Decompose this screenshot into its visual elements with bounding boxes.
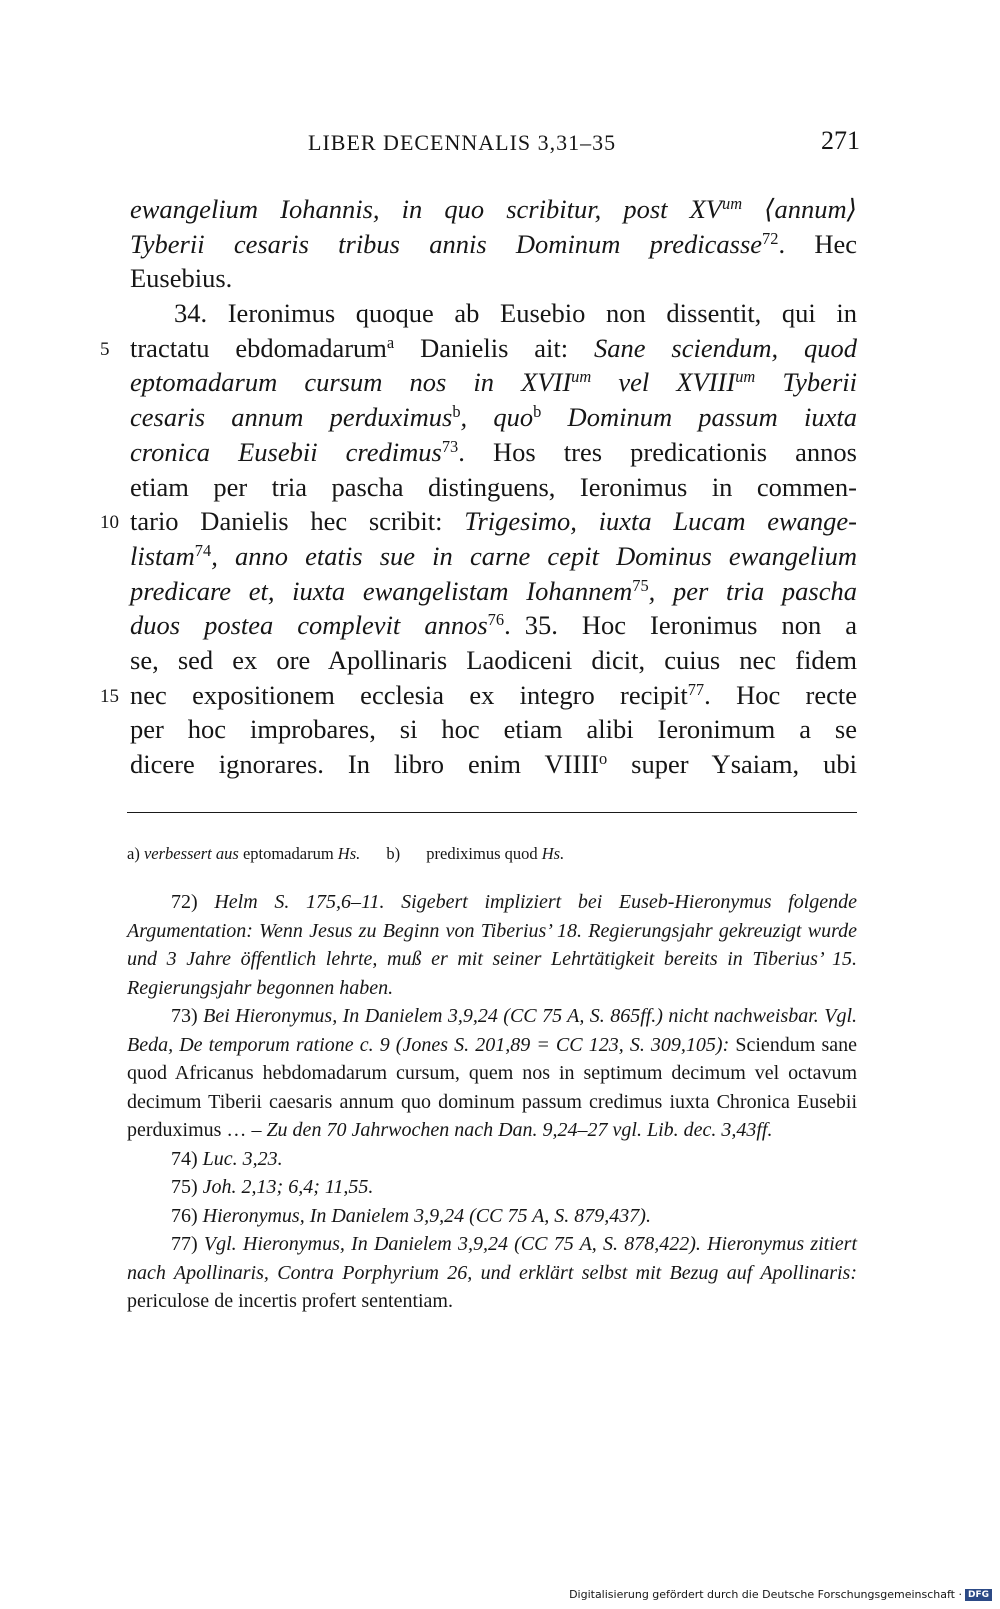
footnote-76: 76) Hieronymus, In Danielem 3,9,24 (CC 75 A, S. 879,437).	[171, 1204, 651, 1227]
footnote-73: 73) Bei Hieronymus, In Danielem 3,9,24 (CC 75 A, S. 865ff.) nicht nachweisbar. Vgl. Beda, De temporum ratione c. 9 (Jones S. 201,89 = CC 123, S. 309,105): Sciendum sane quod Africanus hebdomadarum cursum, quem nos in septimum decimum vel octavum decimum Tiberii caesaris annum quo dominum passum credimus iuxta Chronica Eusebii perduximus … – Zu den 70 Jahrwochen nach Dan. 9,24–27 vgl. Lib. dec. 3,43ff.	[127, 1005, 858, 1141]
text-line: cronica Eusebii credimus$^{73}$. Hos tres predicationis annos	[130, 436, 857, 467]
text-line: Eusebius.	[130, 263, 233, 294]
footnote-rule	[127, 812, 857, 813]
footnote-72: 72) Helm S. 175,6–11. Sigebert impliziert bei Euseb-Hieronymus folgende Argumentation: Wenn Jesus zu Beginn von Tiberius’ 18. Regierungsjahr gekreuzigt wurde und 3 Jahre öffentlich lehrte, muß er mit seiner Lehrtätigkeit bereits in Tiberius’ 15. Regierungsjahr begonnen haben.	[127, 891, 858, 999]
running-head	[130, 126, 860, 166]
text-line: dicere ignorares. In libro enim VIIII$^o$ super Ysaiam, ubi	[130, 748, 857, 779]
text-line: 10 tario Danielis hec scribit: Trigesimo, iuxta Lucam ewange-	[130, 504, 857, 539]
dfg-logo: DFG	[965, 1589, 992, 1601]
footnote-75: 75) Joh. 2,13; 6,4; 11,55.	[171, 1176, 374, 1198]
apparatus-entry-a: a) verbessert aus eptomadarum Hs.	[127, 844, 361, 863]
running-title: LIBER DECENNALIS 3,31–35	[308, 130, 617, 155]
text-line: predicare et, iuxta ewangelistam Iohannem$^{75}$, per tria pascha	[130, 575, 858, 606]
line-number: 5	[100, 338, 110, 360]
text-line: cesaris annum perduximus$^b$, quo$^b$ Dominum passum iuxta	[130, 402, 858, 433]
footnotes	[127, 888, 857, 1316]
line-number: 10	[100, 512, 119, 534]
main-text	[100, 192, 858, 782]
text-line: etiam per tria pascha distinguens, Ieronimus in commen-	[130, 471, 857, 502]
text-line: per hoc improbares, si hoc etiam alibi Ieronimum a se	[130, 714, 857, 745]
text-line: 34. Ieronimus quoque ab Eusebio non dissentit, qui in	[174, 298, 857, 329]
line-number: 15	[100, 685, 119, 707]
footnote-77: 77) Vgl. Hieronymus, In Danielem 3,9,24 (CC 75 A, S. 878,422). Hieronymus zitiert nach Apollinaris, Contra Porphyrium 26, und erklärt selbst mit Bezug auf Apollinaris: periculose de incertis profert sententiam.	[127, 1233, 857, 1312]
text-line: eptomadarum cursum nos in $XVII^{um}$ vel $XVIII^{um}$ Tyberii	[130, 367, 857, 398]
text-line: 15 nec expositionem ecclesia ex integro recipit$^{77}$. Hoc recte	[130, 678, 857, 713]
text-line: 5 tractatu ebdomadarum$^a$ Danielis ait: Sane sciendum, quod	[130, 331, 857, 366]
footnote-74: 74) Luc. 3,23.	[171, 1147, 283, 1170]
footer-text: Digitalisierung gefördert durch die Deutsche Forschungsgemeinschaft ·	[569, 1588, 962, 1601]
page-number: 271	[821, 126, 860, 155]
text-line: se, sed ex ore Apollinaris Laodiceni dicit, cuius nec fidem	[130, 644, 857, 675]
text-line: duos postea complevit annos$^{76}$. 35. Hoc Ieronimus non a	[130, 610, 857, 641]
critical-apparatus	[127, 844, 564, 864]
apparatus-entry-b: b) prediximus quod Hs.	[386, 844, 565, 863]
text-line: listam$^{74}$, anno etatis sue in carne cepit Dominus ewangelium	[130, 540, 857, 571]
text-line: Tyberii cesaris tribus annis Dominum predicasse$^{72}$. Hec	[130, 228, 857, 259]
digitization-footer	[569, 1588, 992, 1601]
text-line: ewangelium Iohannis, in quo scribitur, post $XV^{um}$ ⟨annum⟩	[130, 193, 857, 224]
